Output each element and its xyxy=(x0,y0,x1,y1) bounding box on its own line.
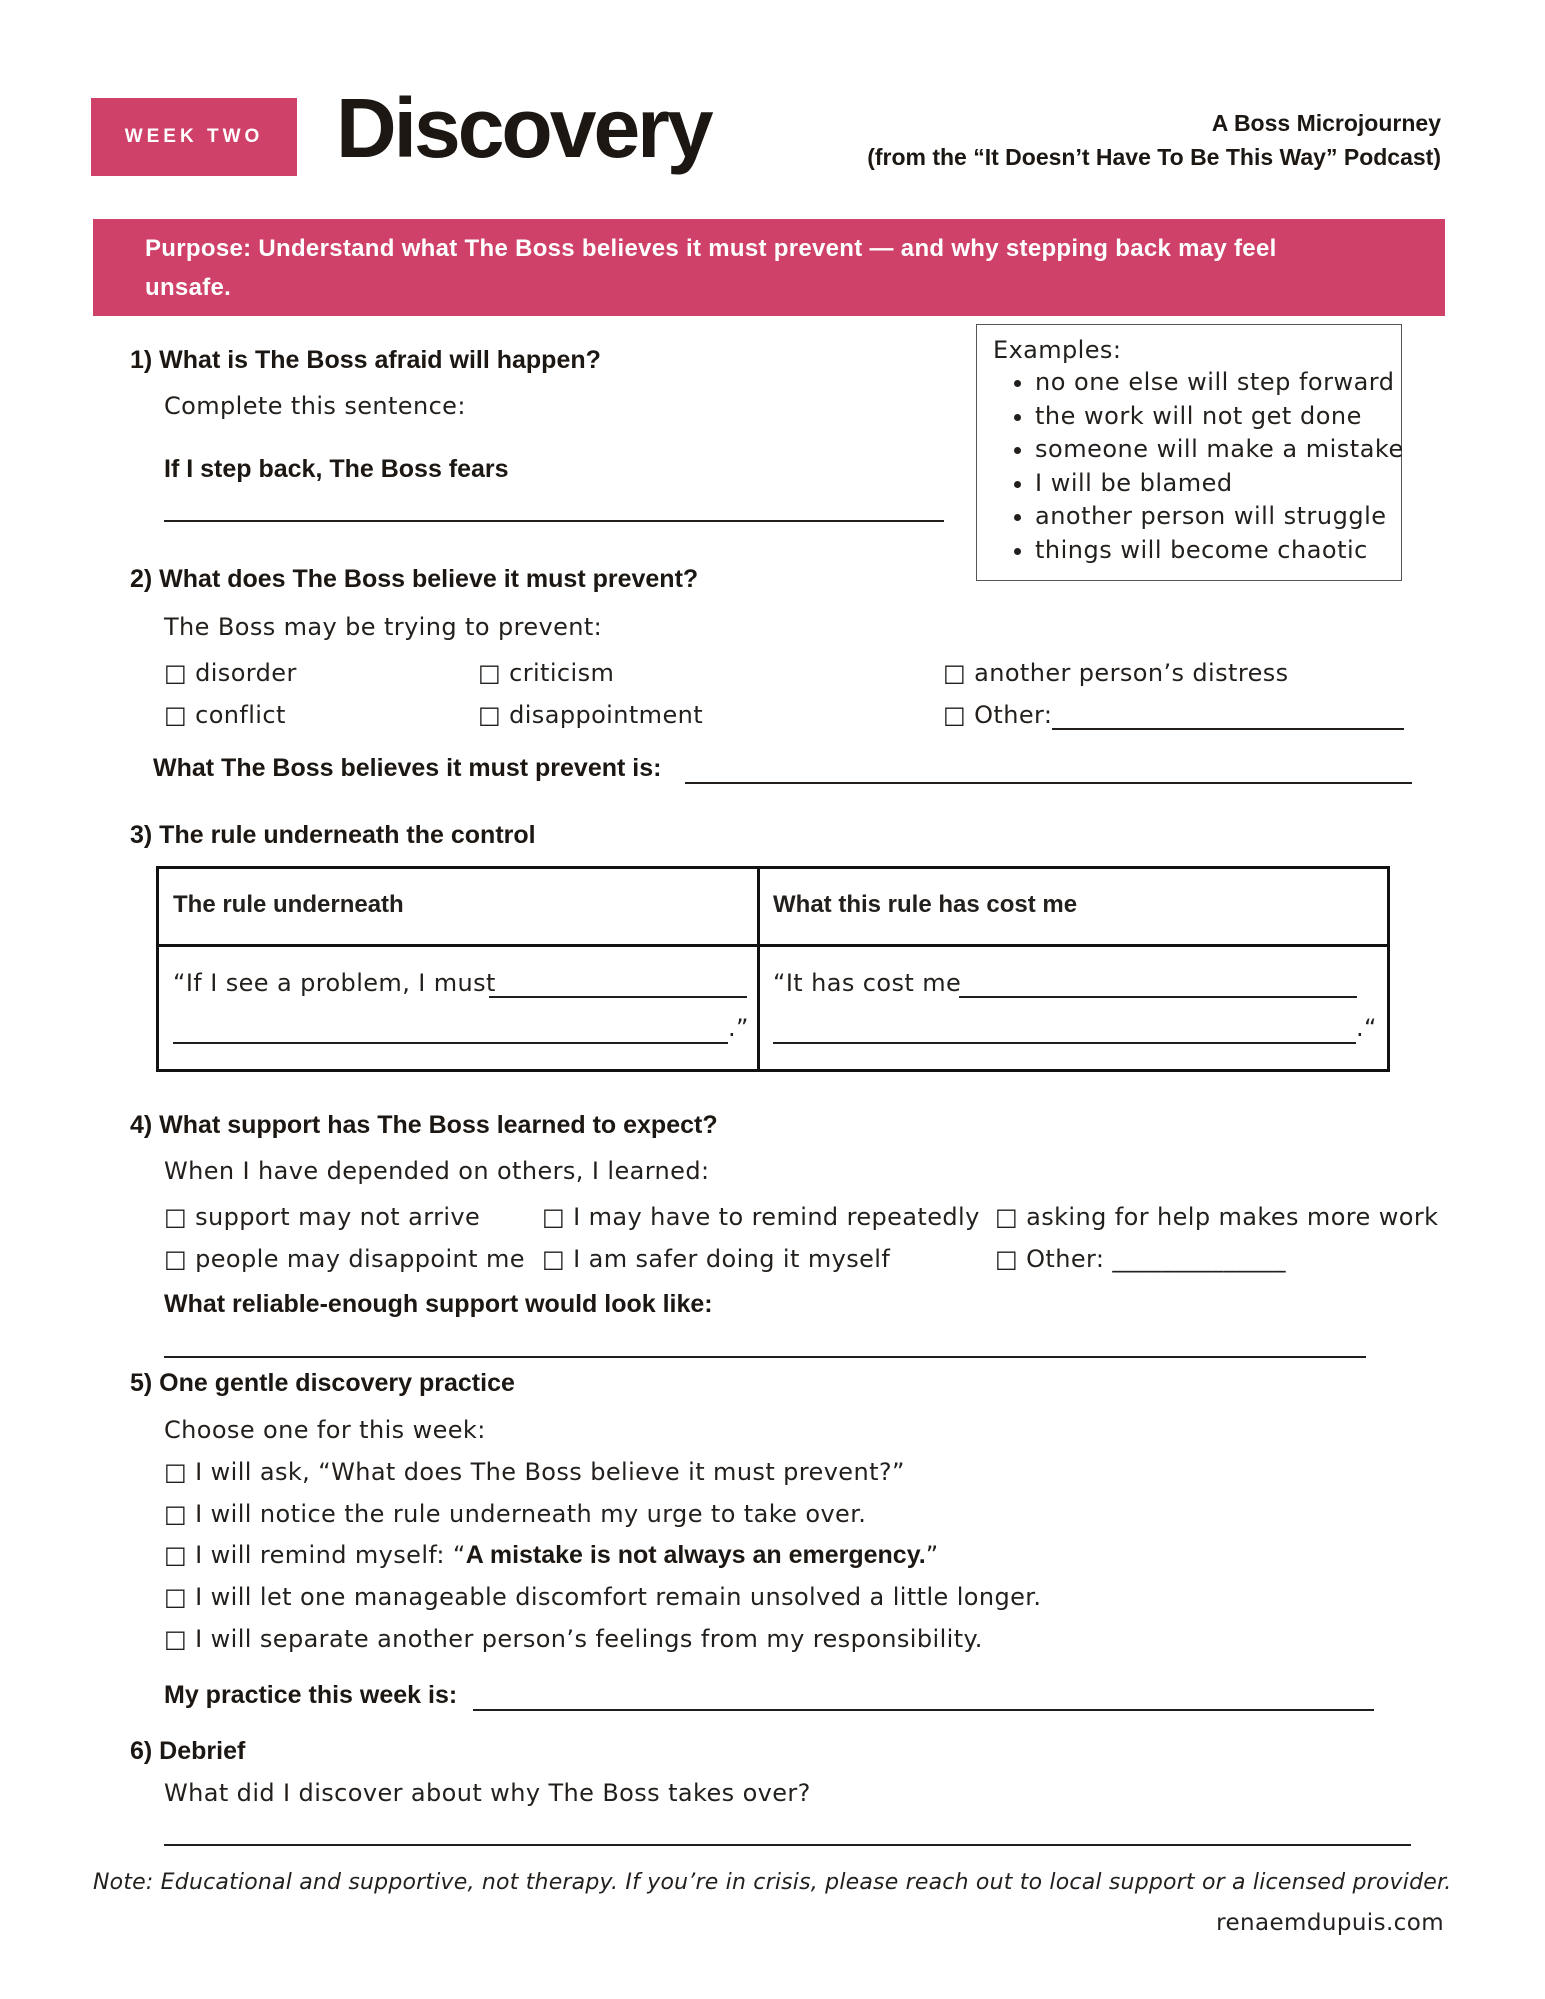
rule-answer-line-1[interactable] xyxy=(489,996,747,998)
q6-heading: 6) Debrief xyxy=(130,1737,246,1765)
q3-heading: 3) The rule underneath the control xyxy=(130,821,536,849)
week-badge: WEEK TWO xyxy=(91,98,297,176)
examples-list xyxy=(993,366,1404,567)
checkbox-disappointment[interactable]: □ disappointment xyxy=(478,701,704,729)
checkbox-disorder[interactable]: □ disorder xyxy=(164,659,297,687)
practice-option-remind[interactable] xyxy=(164,1541,939,1570)
q4-instruction: When I have depended on others, I learned: xyxy=(164,1157,710,1185)
q2-other-line[interactable] xyxy=(1052,728,1404,730)
table-header-cost: What this rule has cost me xyxy=(773,891,1078,918)
rule-table xyxy=(156,866,1390,1072)
q2-instruction: The Boss may be trying to prevent: xyxy=(164,613,603,641)
q2-answer-label: What The Boss believes it must prevent is: xyxy=(153,754,662,782)
cost-answer-line-1[interactable] xyxy=(959,996,1357,998)
website-link[interactable]: renaemdupuis.com xyxy=(1216,1910,1444,1936)
q2-heading: 2) What does The Boss believe it must prevent? xyxy=(130,565,699,593)
subtitle-line-1: A Boss Microjourney xyxy=(1211,110,1441,136)
q1-answer-line[interactable] xyxy=(164,520,944,522)
subtitle-line-2: (from the “It Doesn’t Have To Be This Way” Podcast) xyxy=(867,144,1441,170)
q5-instruction: Choose one for this week: xyxy=(164,1416,486,1444)
checkbox-distress[interactable]: □ another person’s distress xyxy=(943,659,1289,687)
checkbox-disappoint-me[interactable]: □ people may disappoint me xyxy=(164,1245,525,1273)
q1-instruction: Complete this sentence: xyxy=(164,392,466,420)
practice-remind-prefix: □ I will remind myself: “ xyxy=(164,1541,466,1569)
rule-answer-line-2[interactable] xyxy=(173,1042,728,1044)
q4-answer-line[interactable] xyxy=(164,1356,1366,1358)
rule-close-quote: .” xyxy=(728,1014,749,1042)
subtitle xyxy=(867,106,1441,174)
checkbox-other-support[interactable]: □ Other: ______________ xyxy=(995,1245,1286,1273)
rule-prompt: “If I see a problem, I must xyxy=(173,969,496,997)
cost-close-quote: .“ xyxy=(1356,1014,1377,1042)
checkbox-support-not-arrive[interactable]: □ support may not arrive xyxy=(164,1203,481,1231)
cost-prompt: “It has cost me xyxy=(773,969,962,997)
checkbox-safer-myself[interactable]: □ I am safer doing it myself xyxy=(542,1245,891,1273)
q5-answer-label: My practice this week is: xyxy=(164,1681,458,1709)
table-column-divider xyxy=(757,869,760,1069)
q1-prompt: If I step back, The Boss fears xyxy=(164,455,509,483)
table-header-rule: The rule underneath xyxy=(173,891,404,918)
checkbox-conflict[interactable]: □ conflict xyxy=(164,701,286,729)
table-header-divider xyxy=(159,944,1387,947)
purpose-banner: Purpose: Understand what The Boss believes it must prevent — and why stepping back may feel unsafe. xyxy=(93,219,1445,316)
example-item: • someone will make a mistake xyxy=(1035,433,1401,467)
q6-answer-line[interactable] xyxy=(164,1844,1411,1846)
example-item: • another person will struggle xyxy=(1035,500,1401,534)
q1-heading: 1) What is The Boss afraid will happen? xyxy=(130,346,601,374)
practice-remind-emphasis: A mistake is not always an emergency. xyxy=(465,1541,926,1569)
checkbox-remind-repeatedly[interactable]: □ I may have to remind repeatedly xyxy=(542,1203,980,1231)
practice-option-ask[interactable]: □ I will ask, “What does The Boss believe it must prevent?” xyxy=(164,1458,905,1486)
examples-box xyxy=(976,324,1402,581)
examples-heading: Examples: xyxy=(993,336,1122,364)
example-item: • no one else will step forward xyxy=(1035,366,1401,400)
checkbox-more-work[interactable]: □ asking for help makes more work xyxy=(995,1203,1439,1231)
practice-option-notice[interactable]: □ I will notice the rule underneath my urge to take over. xyxy=(164,1500,867,1528)
example-item: • things will become chaotic xyxy=(1035,534,1401,568)
checkbox-criticism[interactable]: □ criticism xyxy=(478,659,615,687)
practice-remind-suffix: ” xyxy=(925,1541,939,1569)
practice-option-discomfort[interactable]: □ I will let one manageable discomfort remain unsolved a little longer. xyxy=(164,1583,1042,1611)
practice-option-separate[interactable]: □ I will separate another person’s feelings from my responsibility. xyxy=(164,1625,983,1653)
q6-instruction: What did I discover about why The Boss takes over? xyxy=(164,1779,811,1807)
example-item: • I will be blamed xyxy=(1035,467,1401,501)
page-title: Discovery xyxy=(336,81,711,175)
example-item: • the work will not get done xyxy=(1035,400,1401,434)
q5-answer-line[interactable] xyxy=(473,1709,1374,1711)
disclaimer-note: Note: Educational and supportive, not therapy. If you’re in crisis, please reach out to local support or a licensed provider. xyxy=(93,1870,1452,1895)
q5-heading: 5) One gentle discovery practice xyxy=(130,1369,515,1397)
q4-heading: 4) What support has The Boss learned to expect? xyxy=(130,1111,718,1139)
checkbox-other[interactable]: □ Other: xyxy=(943,701,1053,729)
cost-answer-line-2[interactable] xyxy=(773,1042,1356,1044)
q4-answer-label: What reliable-enough support would look like: xyxy=(164,1290,713,1318)
q2-answer-line[interactable] xyxy=(685,782,1412,784)
